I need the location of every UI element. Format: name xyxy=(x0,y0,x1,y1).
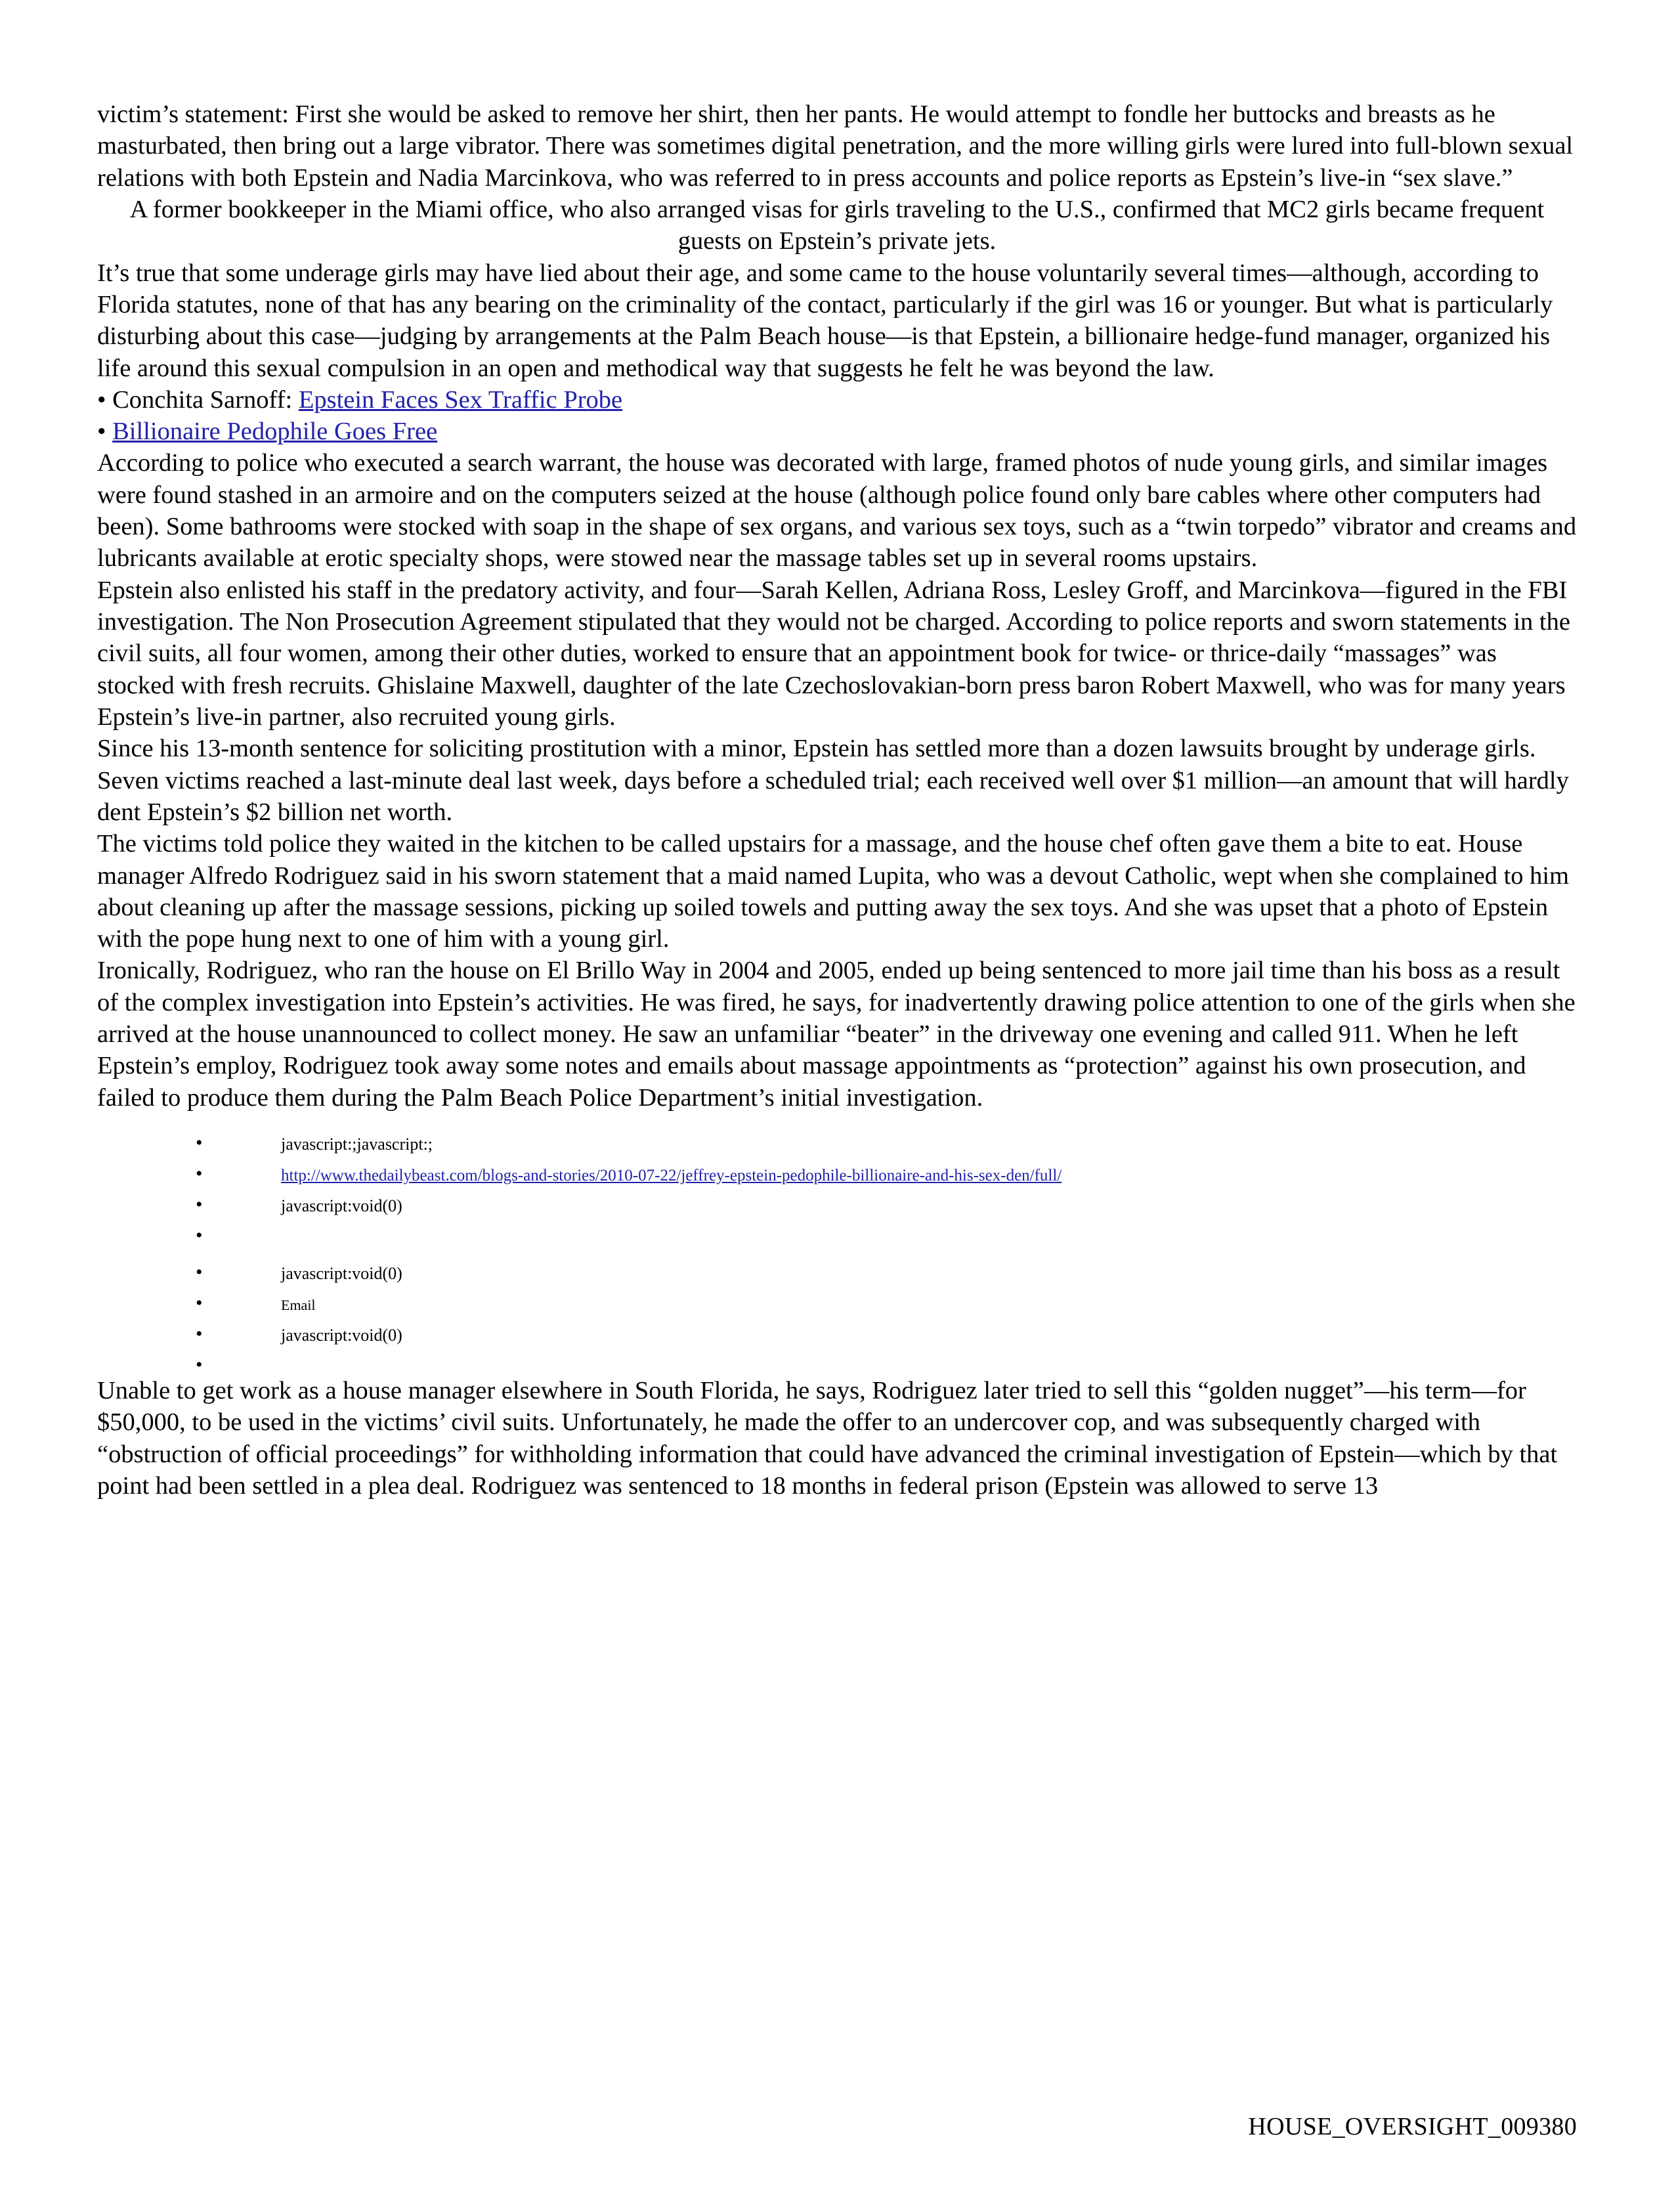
list-item xyxy=(196,1265,1577,1285)
list-item-text: javascript:void(0) xyxy=(281,1196,402,1215)
bullet-link-1-prefix: • Conchita Sarnoff: xyxy=(97,385,299,414)
bates-number: HOUSE_OVERSIGHT_009380 xyxy=(1248,2113,1577,2140)
paragraph-2-centered: A former bookkeeper in the Miami office, who also arranged visas for girls traveling to the U.S., confirmed that MC2 girls became frequent guests on Epstein’s private jets. xyxy=(129,195,1545,255)
list-item xyxy=(196,1358,1577,1368)
bullet-link-2-prefix: • xyxy=(97,418,113,446)
link-epstein-faces-sex-traffic-probe[interactable]: Epstein Faces Sex Traffic Probe xyxy=(298,385,623,414)
paragraph-7: The victims told police they waited in the kitchen to be called upstairs for a massage, and the house chef often gave them a bite to eat. House manager Alfredo Rodriguez said in his sworn statement that a maid named Lupita, who was a devout Catholic, wept when she complained to him about cleaning up after the massage sessions, picking up soiled towels and putting away the sex toys. And she was upset that a photo of Epstein with the pope hung next to one of him with a young girl. xyxy=(97,830,1570,953)
list-item-text: javascript:void(0) xyxy=(281,1264,402,1283)
list-item xyxy=(196,1167,1577,1186)
bullet-link-2 xyxy=(97,416,1577,447)
link-dailybeast-article[interactable]: http://www.thedailybeast.com/blogs-and-stories/2010-07-22/jeffrey-epstein-pedophile-billionaire-and-his-sex-den/full/ xyxy=(281,1167,1062,1184)
list-item-text: javascript:void(0) xyxy=(281,1326,402,1345)
paragraph-3: It’s true that some underage girls may have lied about their age, and some came to the house voluntarily several times—although, according to Florida statutes, none of that has any bearing on the criminality of the contact, particularly if the girl was 16 or younger. But what is particularly disturbing about this case—judging by arrangements at the Palm Beach house—is that Epstein, a billionaire hedge-fund manager, organized his life around this sexual compulsion in an open and methodical way that suggests he felt he was beyond the law. xyxy=(97,259,1553,382)
list-item-text: javascript:;javascript:; xyxy=(281,1135,433,1154)
list-item xyxy=(196,1327,1577,1347)
document-body xyxy=(97,98,1577,1502)
paragraph-6: Since his 13-month sentence for soliciting prostitution with a minor, Epstein has settled more than a dozen lawsuits brought by underage girls. Seven victims reached a last-minute deal last week, days before a scheduled trial; each received well over $1 million—an amount that will hardly dent Epstein’s $2 billion net worth. xyxy=(97,735,1569,826)
list-item xyxy=(196,1198,1577,1217)
paragraph-5: Epstein also enlisted his staff in the predatory activity, and four—Sarah Kellen, Adriana Ross, Lesley Groff, and Marcinkova—figured in the FBI investigation. The Non Prosecution Agreement stipulated that they would not be charged. According to police reports and sworn statements in the civil suits, all four women, among their other duties, worked to ensure that an appointment book for twice- or thrice-daily “massages” was stocked with fresh recruits. Ghislaine Maxwell, daughter of the late Czechoslovakian-born press baron Robert Maxwell, who was for many years Epstein’s live-in partner, also recruited young girls. xyxy=(97,576,1570,731)
list-item-text-email: Email xyxy=(281,1297,316,1313)
bullet-link-1 xyxy=(97,384,1577,416)
list-item xyxy=(196,1136,1577,1156)
paragraph-4: According to police who executed a search warrant, the house was decorated with large, framed photos of nude young girls, and similar images were found stashed in an armoire and on the computers seized at the house (although police found only bare cables where other computers had been). Some bathrooms were stocked with soap in the shape of sex organs, and various sex toys, such as a “twin torpedo” vibrator and creams and lubricants available at erotic specialty shops, were stowed near the massage tables set up in several rooms upstairs. xyxy=(97,449,1577,573)
link-billionaire-pedophile-goes-free[interactable]: Billionaire Pedophile Goes Free xyxy=(112,418,438,446)
url-bullet-list xyxy=(97,1136,1577,1368)
list-item xyxy=(196,1296,1577,1316)
paragraph-8: Ironically, Rodriguez, who ran the house on El Brillo Way in 2004 and 2005, ended up being sentenced to more jail time than his boss as a result of the complex investigation into Epstein’s activities. He was fired, he says, for inadvertently drawing police attention to one of the girls when she arrived at the house unannounced to collect money. He saw an unfamiliar “beater” in the driveway one evening and called 911. When he left Epstein’s employ, Rodriguez took away some notes and emails about massage appointments as “protection” against his own prosecution, and failed to produce them during the Palm Beach Police Department’s initial investigation. xyxy=(97,957,1576,1112)
paragraph-1: victim’s statement: First she would be asked to remove her shirt, then her pants. He would attempt to fondle her buttocks and breasts as he masturbated, then bring out a large vibrator. There was sometimes digital penetration, and the more willing girls were lured into full-blown sexual relations with both Epstein and Nadia Marcinkova, who was referred to in press accounts and police reports as Epstein’s live-in “sex slave.” xyxy=(97,100,1574,192)
list-item xyxy=(196,1228,1577,1239)
paragraph-tail: Unable to get work as a house manager elsewhere in South Florida, he says, Rodriguez later tried to sell this “golden nugget”—his term—for $50,000, to be used in the victims’ civil suits. Unfortunately, he made the offer to an undercover cop, and was subsequently charged with “obstruction of official proceedings” for withholding information that could have advanced the criminal investigation of Epstein—which by that point had been settled in a plea deal. Rodriguez was sentenced to 18 months in federal prison (Epstein was allowed to serve 13 xyxy=(97,1377,1558,1500)
